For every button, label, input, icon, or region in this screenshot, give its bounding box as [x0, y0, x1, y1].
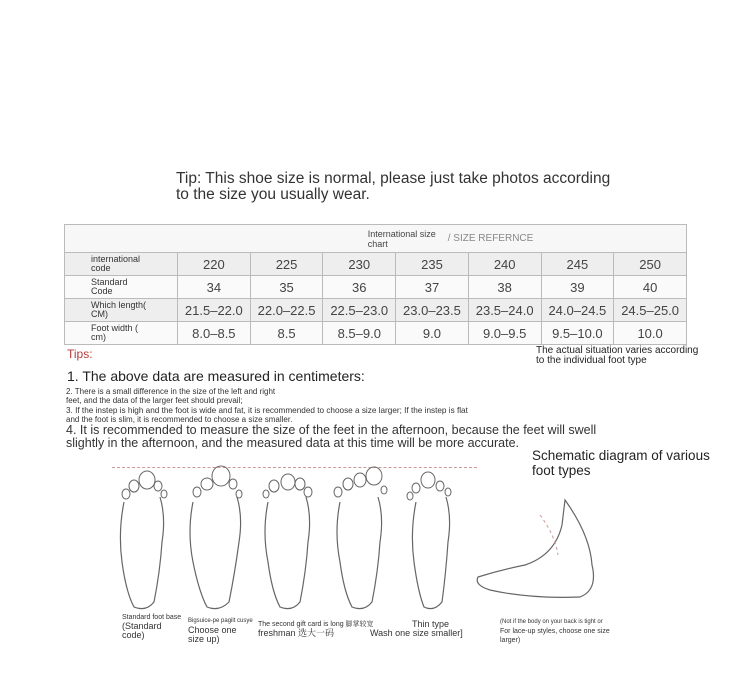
schematic-title: Schematic diagram of various foot types [532, 448, 710, 478]
table-cell: 8.5–9.0 [323, 322, 396, 345]
standard-foot-icon [112, 462, 172, 612]
note-2a: 2. There is a small difference in the size of the left and right [66, 387, 276, 396]
table-cell: 23.0–23.5 [396, 299, 469, 322]
title-a: International size [367, 228, 436, 239]
table-cell: 9.0–9.5 [468, 322, 541, 345]
size-chart-table [64, 224, 687, 345]
tip-line-1: Tip: This shoe size is normal, please just take photos according [176, 170, 611, 187]
table-cell: 22.0–22.5 [250, 299, 323, 322]
row-label: international code [65, 253, 178, 276]
slim-foot-icon [402, 462, 462, 612]
table-cell: 240 [468, 253, 541, 276]
table-cell: 230 [323, 253, 396, 276]
table-cell: 235 [396, 253, 469, 276]
table-cell: 38 [468, 276, 541, 299]
table-row [65, 276, 687, 299]
note-3a: 3. If the instep is high and the foot is wide and fat, it is recommended to choose a size larger; If the instep is flat [66, 406, 468, 415]
table-cell: 250 [614, 253, 687, 276]
row-label: Standard Code [65, 276, 178, 299]
table-row [65, 322, 687, 345]
table-cell: 40 [614, 276, 687, 299]
table-cell: 35 [250, 276, 323, 299]
caption-greek: The second gift card is long 脚掌较宽 freshman 选大一码 [258, 621, 374, 638]
table-cell: 23.5–24.0 [468, 299, 541, 322]
caption-wide: Bigsuice-pe pagilt cusye Choose one size up) [188, 618, 253, 644]
foot-side-view-icon [470, 495, 620, 605]
tips-label: Tips: [67, 347, 93, 361]
table-cell: 225 [250, 253, 323, 276]
title-a2: chart [367, 238, 388, 249]
table-cell: 9.5–10.0 [541, 322, 614, 345]
caption-standard: Standard foot base (Standard code) [122, 614, 182, 640]
tip-line-2: to the size you usually wear. [176, 186, 370, 203]
table-row [65, 299, 687, 322]
table-cell: 24.5–25.0 [614, 299, 687, 322]
actual-note: The actual situation varies according to the individual foot type [536, 345, 699, 366]
row-label: Which length( CM) [65, 299, 178, 322]
row-label: Foot width ( cm) [65, 322, 178, 345]
table-cell: 245 [541, 253, 614, 276]
table-cell: 10.0 [614, 322, 687, 345]
wide-foot-icon [185, 462, 245, 612]
table-title [65, 225, 687, 253]
square-foot-icon [330, 462, 390, 612]
table-cell: 36 [323, 276, 396, 299]
table-cell: 34 [178, 276, 251, 299]
caption-slim: Thin type Wash one size smaller] [370, 619, 463, 638]
table-cell: 22.5–23.0 [323, 299, 396, 322]
table-cell: 8.5 [250, 322, 323, 345]
table-cell: 9.0 [396, 322, 469, 345]
note-1: 1. The above data are measured in centimeters: [67, 368, 365, 384]
table-cell: 8.0–8.5 [178, 322, 251, 345]
tip-text [176, 171, 676, 203]
table-cell: 21.5–22.0 [178, 299, 251, 322]
note-4: 4. It is recommended to measure the size of the feet in the afternoon, because the feet will swell slightly in the afternoon, and the measured data at this time will be more accurate. [66, 423, 597, 450]
table-cell: 24.0–24.5 [541, 299, 614, 322]
table-cell: 39 [541, 276, 614, 299]
table-cell: 37 [396, 276, 469, 299]
greek-foot-icon [258, 462, 318, 612]
table-cell: 220 [178, 253, 251, 276]
title-b: / SIZE REFERNCE [447, 233, 534, 244]
note-2b: feet, and the data of the larger feet should prevail; [66, 396, 243, 405]
note-3b: and the foot is slim, it is recommended to choose a size smaller. [66, 415, 293, 424]
table-row [65, 253, 687, 276]
caption-side: (Not if the body on your back is tight or For lace-up styles, choose one size larger) [500, 619, 610, 644]
